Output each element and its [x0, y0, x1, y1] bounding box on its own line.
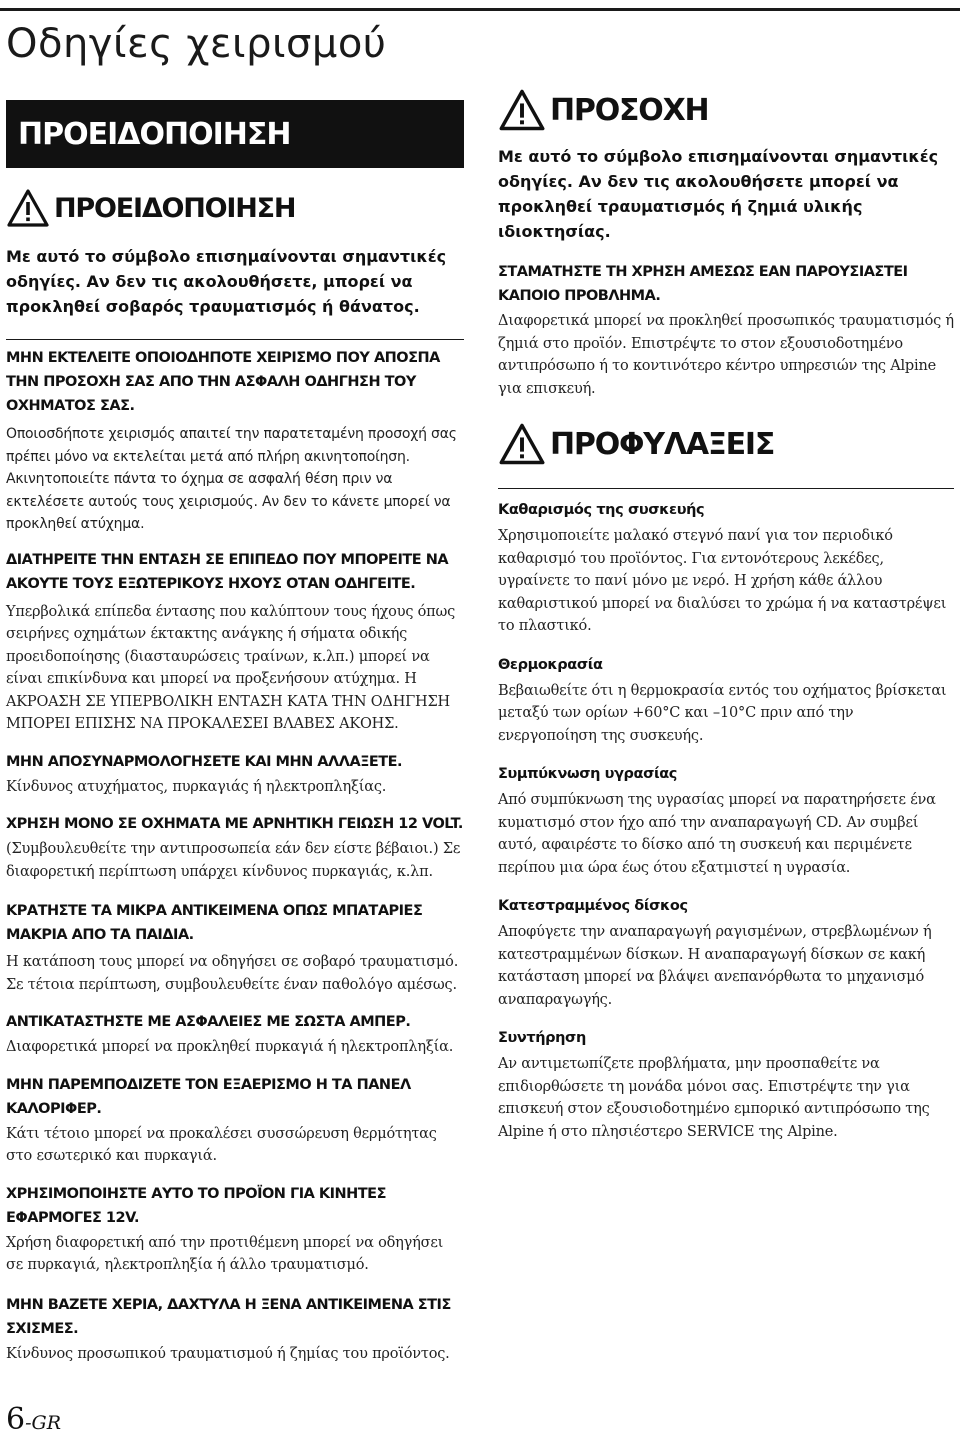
warning-section-2: [6, 548, 464, 736]
warning-section-3: [6, 750, 464, 799]
precautions-heading: [498, 422, 954, 466]
section-heading: ΜΗΝ ΑΠΟΣΥΝΑΡΜΟΛΟΓΗΣΕΤΕ ΚΑΙ ΜΗΝ ΑΛΛΑΞΕΤΕ.: [6, 753, 403, 770]
section-text: Διαφορετικά μπορεί να προκληθεί προσωπικός τραυματισμός ή ζημιά στο προϊόν. Επιστρέψτε το στον εξουσιοδοτημένο αντιπρόσωπο ή το κοντινότερο κέντρο υπηρεσιών της Alpine για επισκευή.: [498, 313, 954, 397]
page-number: [6, 1402, 61, 1440]
precaution-maintenance: [498, 1027, 954, 1143]
warning-section-1: [6, 346, 464, 536]
section-heading: ΧΡΗΣΗ ΜΟΝΟ ΣΕ ΟΧΗΜΑΤΑ ΜΕ ΑΡΝΗΤΙΚΗ ΓΕΙΩΣΗ 12 VOLT.: [6, 816, 463, 832]
warning-banner: ΠΡΟΕΙΔΟΠΟΙΗΣΗ: [6, 100, 464, 168]
warning-triangle-icon: [6, 188, 50, 228]
section-heading: ΜΗΝ ΠΑΡΕΜΠΟΔΙΖΕΤΕ ΤΟΝ ΕΞΑΕΡΙΣΜΟ Η ΤΑ ΠΑΝΕΛ ΚΑΛΟΡΙΦΕΡ.: [6, 1076, 411, 1117]
precaution-temperature: [498, 654, 954, 748]
section-heading: ΜΗΝ ΕΚΤΕΛΕΙΤΕ ΟΠΟΙΟΔΗΠΟΤΕ ΧΕΙΡΙΣΜΟ ΠΟΥ ΑΠΟΣΠΑ ΤΗΝ ΠΡΟΣΟΧΗ ΣΑΣ ΑΠΟ ΤΗΝ ΑΣΦΑΛΗ ΟΔΗΓΗΣΗ ΤΟΥ ΟΧΗΜΑΤΟΣ ΣΑΣ.: [6, 350, 440, 414]
precautions-label: ΠΡΟΦΥΛΑΞΕΙΣ: [550, 426, 775, 462]
warning-section-4: [6, 812, 464, 883]
section-text: Οποιοσδήποτε χειρισμός απαιτεί την παρατεταμένη προσοχή σας πρέπει μόνο να εκτελείται μετά από πλήρη ακινητοποίηση. Ακινητοποιείτε πάντα το όχημα σε ασφαλή θέση πριν να εκτελέσετε αυτούς τους χειρισμούς. Αν δεν το κάνετε μπορεί να προκληθεί ατύχημα.: [6, 426, 457, 532]
divider: [498, 488, 954, 489]
warning-section-6: [6, 1010, 464, 1059]
caution-label: ΠΡΟΣΟΧΗ: [550, 92, 709, 128]
warning-section-8: [6, 1182, 464, 1277]
precaution-text: Από συμπύκνωση της υγρασίας μπορεί να παρατηρήσετε ένα κυματισμό στον ήχο από την αναπαραγωγή CD. Αν συμβεί αυτό, αφαιρέστε το δίσκο από τη συσκευή και περιμένετε περίπου μια ώρα έως ότου εξατμιστεί η υγρασία.: [498, 792, 936, 876]
section-heading: ΜΗΝ ΒΑΖΕΤΕ ΧΕΡΙΑ, ΔΑΧΤΥΛΑ Η ΞΕΝΑ ΑΝΤΙΚΕΙΜΕΝΑ ΣΤΙΣ ΣΧΙΣΜΕΣ.: [6, 1296, 451, 1337]
warning-column: [6, 100, 464, 1365]
section-heading: ΔΙΑΤΗΡΕΙΤΕ ΤΗΝ ΕΝΤΑΣΗ ΣΕ ΕΠΙΠΕΔΟ ΠΟΥ ΜΠΟΡΕΙΤΕ ΝΑ ΑΚΟΥΤΕ ΤΟΥΣ ΕΞΩΤΕΡΙΚΟΥΣ ΗΧΟΥΣ ΟΤΑΝ ΟΔΗΓΕΙΤΕ.: [6, 551, 449, 592]
section-text: Η κατάποση τους μπορεί να οδηγήσει σε σοβαρό τραυματισμό. Σε τέτοια περίπτωση, συμβουλευθείτε έναν παθολόγο αμέσως.: [6, 954, 459, 993]
top-rule: [0, 8, 960, 11]
section-text: Διαφορετικά μπορεί να προκληθεί πυρκαγιά ή ηλεκτροπληξία.: [6, 1039, 454, 1055]
section-text: Κάτι τέτοιο μπορεί να προκαλέσει συσσώρευση θερμότητας στο εσωτερικό και πυρκαγιά.: [6, 1125, 437, 1164]
caution-section: [498, 260, 954, 400]
precaution-heading: Καθαρισμός της συσκευής: [498, 502, 705, 518]
section-text: Κίνδυνος ατυχήματος, πυρκαγιάς ή ηλεκτροπληξίας.: [6, 778, 387, 795]
section-heading: ΑΝΤΙΚΑΤΑΣΤΗΣΤΕ ΜΕ ΑΣΦΑΛΕΙΕΣ ΜΕ ΣΩΣΤΑ ΑΜΠΕΡ.: [6, 1014, 411, 1030]
warning-section-7: [6, 1073, 464, 1168]
precaution-heading: Συντήρηση: [498, 1030, 586, 1046]
caution-column: [498, 88, 954, 1143]
precaution-condensation: [498, 763, 954, 879]
section-heading: ΣΤΑΜΑΤΗΣΤΕ ΤΗ ΧΡΗΣΗ ΑΜΕΣΩΣ ΕΑΝ ΠΑΡΟΥΣΙΑΣΤΕΙ ΚΑΠΟΙΟ ΠΡΟΒΛΗΜΑ.: [498, 264, 908, 304]
page-title: Οδηγίες χειρισμού: [6, 21, 387, 67]
precaution-text: Αποφύγετε την αναπαραγωγή ραγισμένων, στρεβλωμένων ή κατεστραμμένων δίσκων. Η αναπαραγωγή δίσκων σε κακή κατάσταση μπορεί να βλάψει ανεπανόρθωτα το μηχανισμό αναπαραγωγής.: [498, 924, 932, 1008]
section-text: (Συμβουλευθείτε την αντιπροσωπεία εάν δεν είστε βέβαιοι.) Σε διαφορετική περίπτωση υπάρχει κίνδυνος πυρκαγιάς, κ.λπ.: [6, 841, 461, 880]
page-number-value: 6: [6, 1402, 26, 1437]
section-heading: ΧΡΗΣΙΜΟΠΟΙΗΣΤΕ ΑΥΤΟ ΤΟ ΠΡΟΪΟΝ ΓΙΑ ΚΙΝΗΤΕΣ ΕΦΑΡΜΟΓΕΣ 12V.: [6, 1185, 386, 1226]
caution-triangle-icon: [498, 88, 546, 132]
warning-lead: Με αυτό το σύμβολο επισημαίνονται σημαντικές οδηγίες. Αν δεν τις ακολουθήσετε, μπορεί να προκληθεί σοβαρός τραυματισμός ή θάνατος.: [6, 247, 447, 316]
section-text: Υπερβολικά επίπεδα έντασης που καλύπτουν τους ήχους όπως σειρήνες οχημάτων έκτακτης ανάγκης ή σήματα οδικής προειδοποίησης (διασταυρώσεις τραίνων, κ.λπ.) μπορεί να είναι επικίνδυνα και μπορεί να προξενήσουν ατύχημα. Η ΑΚΡΟΑΣΗ ΣΕ ΥΠΕΡΒΟΛΙΚΗ ΕΝΤΑΣΗ ΚΑΤΑ ΤΗΝ ΟΔΗΓΗΣΗ ΜΠΟΡΕΙ ΕΠΙΣΗΣ ΝΑ ΠΡΟΚΑΛΕΣΕΙ ΒΛΑΒΕΣ ΑΚΟΗΣ.: [6, 603, 456, 732]
warning-section-5: [6, 899, 464, 996]
caution-lead: Με αυτό το σύμβολο επισημαίνονται σημαντικές οδηγίες. Αν δεν τις ακολουθήσετε μπορεί να προκληθεί τραυματισμός ή ζημιά υλικής ιδιοκτησίας.: [498, 147, 939, 241]
precaution-cleaning: [498, 499, 954, 638]
precaution-heading: Συμπύκνωση υγρασίας: [498, 766, 677, 782]
precaution-text: Χρησιμοποιείτε μαλακό στεγνό πανί για τον περιοδικό καθαρισμό του προϊόντος. Για εντονότερους λεκέδες, υγραίνετε το πανί μόνο με νερό. Η χρήση κάθε άλλου καθαριστικού μπορεί να διαλύσει το χρώμα ή να καταστρέψει το πλαστικό.: [498, 528, 947, 634]
caution-heading: [498, 88, 954, 132]
precaution-damaged-disc: [498, 895, 954, 1011]
precaution-text: Βεβαιωθείτε ότι η θερμοκρασία εντός του οχήματος βρίσκεται μεταξύ των ορίων +60°C και –10°C πριν από την ενεργοποίηση της συσκευής.: [498, 682, 947, 744]
precaution-triangle-icon: [498, 422, 546, 466]
divider: [6, 339, 464, 340]
precaution-heading: Κατεστραμμένος δίσκος: [498, 898, 688, 914]
precaution-heading: Θερμοκρασία: [498, 656, 603, 673]
section-heading: ΚΡΑΤΗΣΤΕ ΤΑ ΜΙΚΡΑ ΑΝΤΙΚΕΙΜΕΝΑ ΟΠΩΣ ΜΠΑΤΑΡΙΕΣ ΜΑΚΡΙΑ ΑΠΟ ΤΑ ΠΑΙΔΙΑ.: [6, 903, 423, 943]
page-number-suffix: -GR: [25, 1412, 61, 1434]
warning-section-9: [6, 1293, 464, 1366]
section-text: Χρήση διαφορετική από την προτιθέμενη μπορεί να οδηγήσει σε πυρκαγιά, ηλεκτροπληξία ή άλλο τραυματισμό.: [6, 1234, 444, 1273]
warning-symbol-heading: [6, 188, 464, 228]
warning-symbol-label: ΠΡΟΕΙΔΟΠΟΙΗΣΗ: [54, 192, 296, 224]
section-text: Κίνδυνος προσωπικού τραυματισμού ή ζημίας του προϊόντος.: [6, 1345, 450, 1362]
precaution-text: Αν αντιμετωπίζετε προβλήματα, μην προσπαθείτε να επιδιορθώσετε τη μονάδα μόνοι σας. Επιστρέψτε την για επισκευή στον εξουσιοδοτημένο εμπορικό αντιπρόσωπο της Alpine ή στο πλησιέστερο SERVICE της Alpine.: [498, 1056, 930, 1140]
